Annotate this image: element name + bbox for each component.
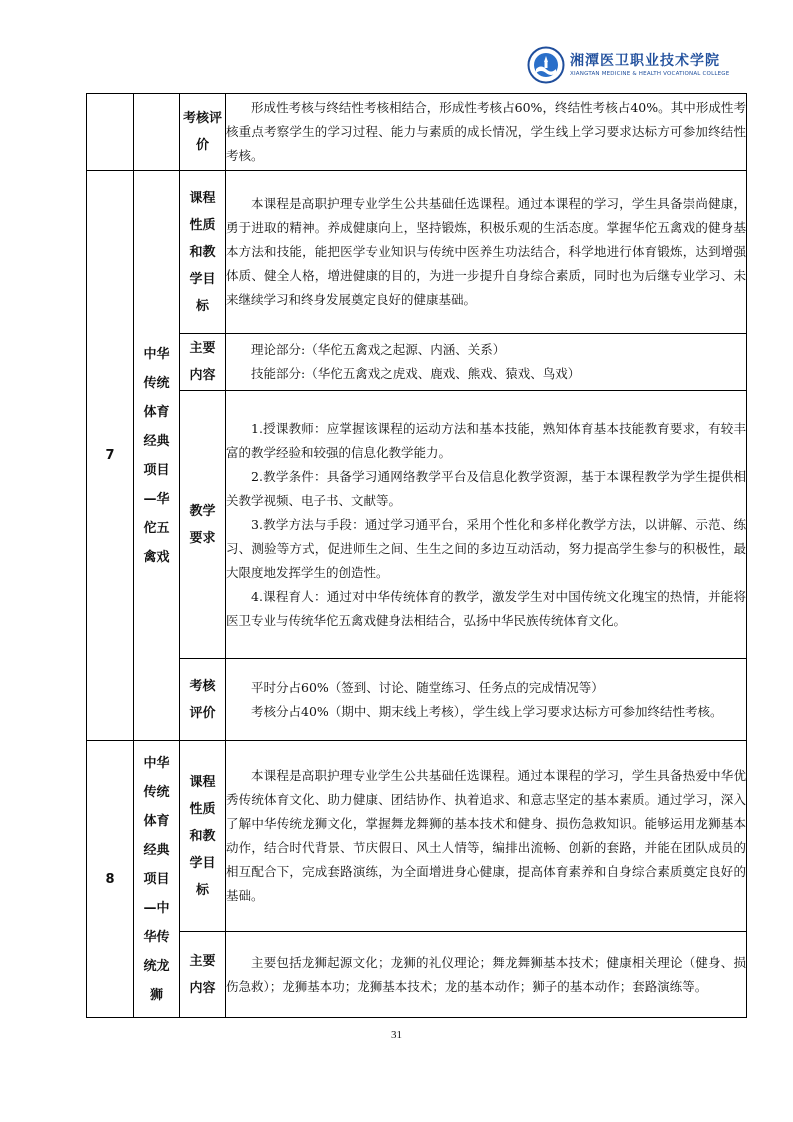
row-number: 8: [87, 741, 134, 1018]
section-label: 考核评价: [180, 94, 226, 171]
section-label: 教学要求: [180, 391, 226, 659]
section-label: 考核评价: [180, 659, 226, 741]
section-content: [226, 94, 747, 171]
paragraph: 本课程是高职护理专业学生公共基础任选课程。通过本课程的学习，学生具备热爱中华优秀传统体育文化、助力健康、团结协作、执着追求、和意志坚定的基本素质。通过学习，深入了解中华传统龙狮文化，掌握舞龙舞狮的基本技术和健身、损伤急救知识。能够运用龙狮基本动作，结合时代背景、节庆假日、风土人情等，编排出流畅、创新的套路，并能在团队成员的相互配合下，完成套路演练，为全面增进身心健康，提高体育素养和自身综合素质奠定良好的基础。: [226, 768, 746, 903]
section-label: 主要内容: [180, 932, 226, 1018]
page-number: 31: [391, 1029, 402, 1041]
course-name-cell: [134, 94, 180, 171]
table-row: [87, 741, 747, 932]
course-name: 中华传统体育经典项目—华佗五禽戏: [134, 171, 180, 741]
paragraph: 4.课程育人：通过对中华传统体育的教学，激发学生对中国传统文化瑰宝的热情，并能将医卫专业与传统华佗五禽戏健身法相结合，弘扬中华民族传统体育文化。: [226, 588, 746, 628]
table-row: [87, 391, 747, 659]
section-label: 课程性质和教学目标: [180, 741, 226, 932]
paragraph: 本课程是高职护理专业学生公共基础任选课程。通过本课程的学习，学生具备崇尚健康，勇于进取的精神。养成健康向上，坚持锻炼，积极乐观的生活态度。掌握华佗五禽戏的健身基本方法和技能，能把医学专业知识与传统中医养生功法结合，科学地进行体育锻炼，达到增强体质、健全人格，增进健康的目的，为进一步提升自身综合素质，同时也为后继专业学习、未来继续学习和终身发展奠定良好的健康基础。: [226, 196, 746, 307]
course-name: 中华传统体育经典项目—中华传统龙狮: [134, 741, 180, 1018]
section-content: [226, 741, 747, 932]
section-content: [226, 659, 747, 741]
paragraph: 理论部分:（华佗五禽戏之起源、内涵、关系）: [251, 342, 506, 357]
paragraph: 1.授课教师：应掌握该课程的运动方法和基本技能，熟知体育基本技能教育要求，有较丰富的教学经验和较强的信息化教学能力。: [226, 420, 746, 460]
school-name-en: XIANGTAN MEDICINE & HEALTH VOCATIONAL COLLEGE: [570, 71, 730, 77]
table-row: [87, 659, 747, 741]
section-content: [226, 171, 747, 334]
paragraph: 平时分占60%（签到、讨论、随堂练习、任务点的完成情况等）: [251, 679, 604, 695]
school-name-cn: 湘潭医卫职业技术学院: [570, 53, 720, 69]
paragraph: 形成性考核与终结性考核相结合，形成性考核占60%，终结性考核占40%。其中形成性考核重点考察学生的学习过程、能力与素质的成长情况，学生线上学习要求达标方可参加终结性考核。: [226, 100, 746, 163]
section-content: [226, 334, 747, 391]
paragraph: 主要包括龙狮起源文化；龙狮的礼仪理论；舞龙舞狮基本技术；健康相关理论（健身、损伤急救）；龙狮基本功；龙狮基本技术；龙的基本动作；狮子的基本动作；套路演练等。: [226, 954, 746, 994]
section-content: [226, 932, 747, 1018]
paragraph: 3.教学方法与手段：通过学习通平台，采用个性化和多样化教学方法，以讲解、示范、练习、测验等方式，促进师生之间、生生之间的多边互动活动，努力提高学生参与的积极性，最大限度地发挥学生的创造性。: [226, 516, 746, 580]
paragraph: 考核分占40%（期中、期末线上考核），学生线上学习要求达标方可参加终结性考核。: [251, 703, 723, 719]
course-table: [86, 93, 747, 1018]
table-row: [87, 94, 747, 171]
section-content: [226, 391, 747, 659]
paragraph: 技能部分:（华佗五禽戏之虎戏、鹿戏、熊戏、猿戏、鸟戏）: [251, 366, 581, 381]
row-number-cell: [87, 94, 134, 171]
school-emblem-icon: [527, 46, 565, 84]
section-label: 课程性质和教学目标: [180, 171, 226, 334]
row-number: 7: [87, 171, 134, 741]
section-label: 主要内容: [180, 334, 226, 391]
table-row: [87, 171, 747, 334]
table-row: [87, 334, 747, 391]
table-row: [87, 932, 747, 1018]
school-logo: [527, 44, 747, 84]
paragraph: 2.教学条件：具备学习通网络教学平台及信息化教学资源，基于本课程教学为学生提供相关教学视频、电子书、文献等。: [226, 468, 746, 508]
